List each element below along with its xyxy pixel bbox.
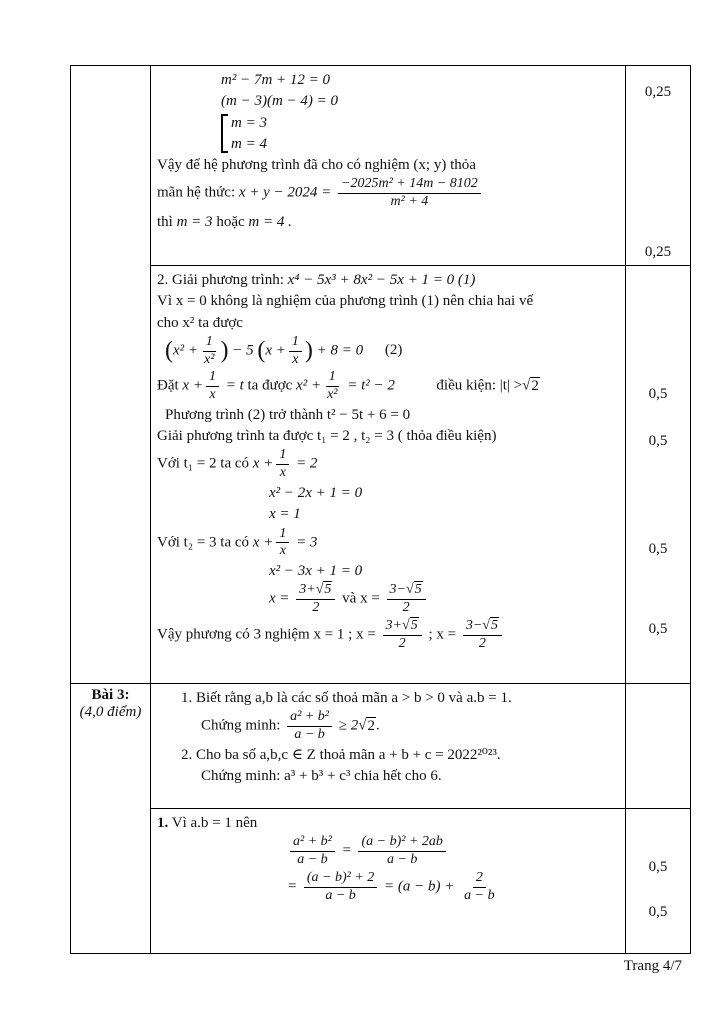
fraction bbox=[206, 369, 219, 404]
radical-sign: √ bbox=[315, 582, 324, 598]
fraction-numerator: a² + b² bbox=[287, 709, 332, 727]
fraction-numerator: 1 bbox=[206, 369, 219, 387]
math-segment: = bbox=[341, 842, 352, 859]
fraction-numerator: (a − b)² + 2 bbox=[304, 870, 377, 888]
problem-label-cell bbox=[71, 684, 151, 954]
fraction bbox=[296, 582, 335, 617]
math-segment: = (a − b) + bbox=[384, 878, 455, 895]
problem-statement-cell bbox=[151, 684, 626, 809]
radical-sign: √ bbox=[482, 617, 490, 633]
math-segment: x + bbox=[252, 534, 274, 551]
text-line: Chứng minh: a³ + b³ + c³ chia hết cho 6. bbox=[201, 768, 442, 785]
math-segment: = 2 bbox=[296, 456, 318, 473]
fraction-denominator: x bbox=[292, 351, 299, 367]
radicand: 5 bbox=[414, 582, 422, 598]
fraction-denominator: a − b bbox=[297, 852, 328, 868]
numerator-prefix: 3+ bbox=[385, 617, 402, 633]
text-segment: Vì a.b = 1 nên bbox=[171, 815, 258, 831]
points-value: 0,5 bbox=[648, 433, 668, 449]
equation-line: x = 1 bbox=[269, 506, 301, 523]
fraction-numerator: a² + b² bbox=[290, 834, 335, 852]
math-segment: x = bbox=[269, 591, 290, 608]
math-segment: + 8 = 0 bbox=[316, 342, 364, 359]
fraction bbox=[324, 369, 340, 404]
math-segment: x² + bbox=[296, 378, 322, 395]
text-line: Vì x = 0 không là nghiệm của phương trình (1) nên chia hai vế bbox=[157, 293, 534, 310]
text-segment: điều kiện: |t| > bbox=[436, 378, 523, 395]
math-segment: = t bbox=[225, 378, 244, 395]
table-row bbox=[71, 684, 691, 809]
math-segment: x⁴ − 5x³ + 8x² − 5x + 1 = 0 (1) bbox=[287, 272, 476, 288]
radicand: 5 bbox=[324, 582, 332, 598]
text-line: Vậy để hệ phương trình đã cho có nghiệm (x; y) thỏa bbox=[157, 157, 476, 173]
points-value: 0,5 bbox=[648, 621, 668, 637]
numerator-prefix: 3− bbox=[389, 582, 406, 598]
fraction bbox=[289, 334, 302, 369]
text-segment: Với t₂ = 3 ta có bbox=[157, 534, 250, 551]
fraction-numerator bbox=[387, 582, 426, 600]
equation-line bbox=[269, 582, 619, 617]
equation-line bbox=[201, 709, 619, 744]
numerator-prefix: 3− bbox=[465, 617, 483, 633]
equation-line bbox=[157, 526, 619, 561]
equation-line bbox=[157, 447, 619, 482]
math-segment: = t² − 2 bbox=[347, 378, 395, 395]
math-segment: = 3 bbox=[296, 534, 318, 551]
math-segment: m = 4 . bbox=[248, 213, 292, 230]
fraction bbox=[387, 582, 426, 617]
equation-line: x² − 3x + 1 = 0 bbox=[269, 563, 363, 580]
math-segment: m = 3 bbox=[176, 213, 213, 230]
right-paren: ) bbox=[304, 337, 313, 364]
radicand: 2 bbox=[531, 378, 539, 395]
equation-line bbox=[165, 334, 619, 369]
table-row bbox=[71, 266, 691, 684]
solution-cell-problem-continued bbox=[151, 66, 626, 266]
points-cell bbox=[626, 66, 691, 266]
math-segment: ≥ 2 bbox=[338, 717, 359, 734]
text-line bbox=[157, 212, 619, 232]
points-value: 0,25 bbox=[644, 244, 672, 260]
text-segment: . bbox=[375, 717, 380, 734]
radical-sign: √ bbox=[402, 617, 410, 633]
sqrt-expression bbox=[482, 617, 499, 633]
text-segment: hoặc bbox=[216, 213, 245, 230]
text-segment: Vậy phương có 3 nghiệm x = 1 ; x = bbox=[157, 626, 376, 643]
table-row bbox=[71, 66, 691, 266]
fraction bbox=[304, 870, 377, 905]
fraction-numerator: 1 bbox=[276, 526, 289, 544]
points-value: 0,5 bbox=[648, 859, 668, 875]
fraction bbox=[201, 334, 217, 369]
math-segment: x + bbox=[265, 342, 286, 359]
text-line bbox=[157, 813, 619, 833]
solution-cell-bai3 bbox=[151, 809, 626, 954]
problem-points-label: (4,0 điểm) bbox=[79, 704, 142, 720]
cases-line bbox=[221, 113, 619, 155]
answer-key-table bbox=[70, 65, 691, 954]
points-value: 0,5 bbox=[648, 386, 668, 402]
text-line: Giải phương trình ta được t₁ = 2 , t₂ = 3 ( thỏa điều kiện) bbox=[157, 428, 497, 445]
fraction-denominator: x bbox=[209, 387, 216, 403]
equation-tag: (2) bbox=[384, 342, 403, 359]
equation-line bbox=[287, 834, 619, 869]
fraction-denominator: x bbox=[279, 465, 286, 481]
fraction-denominator: x² bbox=[327, 387, 338, 403]
solution-cell-problem2 bbox=[151, 266, 626, 684]
fraction bbox=[276, 447, 289, 482]
page-number: Trang 4/7 bbox=[623, 958, 682, 974]
label-cell-empty bbox=[71, 66, 151, 684]
left-paren: ( bbox=[257, 337, 266, 364]
fraction-numerator bbox=[463, 618, 502, 636]
cases-bracket bbox=[221, 113, 267, 155]
radical-sign: √ bbox=[406, 582, 414, 598]
equation-line bbox=[287, 870, 619, 905]
fraction-denominator: x bbox=[279, 543, 286, 559]
sqrt-expression bbox=[522, 377, 540, 394]
points-cell bbox=[626, 684, 691, 809]
fraction-denominator: a − b bbox=[464, 887, 495, 903]
text-segment: Chứng minh: bbox=[201, 717, 281, 734]
fraction-denominator: 2 bbox=[398, 635, 406, 651]
fraction-numerator: 1 bbox=[289, 334, 302, 352]
sqrt-expression bbox=[402, 617, 419, 633]
fraction-numerator: 2 bbox=[473, 870, 486, 888]
case-value: m = 3 bbox=[231, 114, 267, 131]
text-segment: mãn hệ thức: bbox=[157, 184, 236, 201]
fraction-denominator: a − b bbox=[386, 852, 418, 868]
math-segment: x² + bbox=[173, 342, 199, 359]
fraction-numerator: 1 bbox=[203, 334, 216, 352]
equation-line: (m − 3)(m − 4) = 0 bbox=[221, 93, 339, 110]
sqrt-expression bbox=[316, 581, 333, 597]
sqrt-expression bbox=[406, 581, 423, 597]
right-paren: ) bbox=[220, 337, 229, 364]
equation-line bbox=[157, 176, 619, 211]
radical-sign: √ bbox=[358, 717, 367, 734]
text-line: 1. Biết rằng a,b là các số thoả mãn a > b > 0 và a.b = 1. bbox=[181, 690, 512, 706]
text-line: Phương trình (2) trở thành t² − 5t + 6 = 0 bbox=[165, 406, 411, 423]
text-segment: ta được bbox=[247, 378, 293, 395]
sqrt-expression bbox=[358, 717, 376, 734]
problem-number: Bài 3: bbox=[91, 687, 130, 703]
math-segment: = bbox=[287, 878, 298, 895]
fraction-denominator: x² bbox=[204, 351, 215, 367]
math-segment: x + bbox=[182, 378, 203, 395]
equation-line: x² − 2x + 1 = 0 bbox=[269, 485, 363, 502]
fraction bbox=[463, 618, 502, 653]
fraction-denominator: 2 bbox=[478, 635, 486, 651]
fraction bbox=[290, 834, 335, 869]
numerator-prefix: 3+ bbox=[299, 582, 316, 598]
points-value: 0,5 bbox=[648, 904, 668, 920]
fraction-numerator bbox=[383, 618, 422, 636]
radical-sign: √ bbox=[522, 378, 531, 395]
step-number: 1. bbox=[157, 815, 169, 831]
fraction-denominator: a − b bbox=[294, 727, 325, 743]
math-segment: x + y − 2024 = bbox=[238, 184, 332, 201]
fraction bbox=[461, 870, 497, 905]
equation-line: m² − 7m + 12 = 0 bbox=[221, 72, 331, 88]
fraction-denominator: 2 bbox=[312, 600, 320, 616]
fraction bbox=[383, 618, 422, 653]
points-value: 0,5 bbox=[648, 541, 668, 557]
fraction bbox=[276, 526, 289, 561]
text-line: cho x² ta được bbox=[157, 314, 243, 331]
fraction-denominator: m² + 4 bbox=[390, 194, 429, 210]
math-segment: x + bbox=[252, 456, 274, 473]
fraction bbox=[338, 176, 481, 211]
text-line: 2. Cho ba số a,b,c ∈ Z thoả mãn a + b + c = 2022²⁰²³. bbox=[181, 746, 501, 763]
radicand: 5 bbox=[490, 617, 498, 633]
radicand: 5 bbox=[410, 617, 418, 633]
points-cell bbox=[626, 809, 691, 954]
fraction-numerator bbox=[296, 582, 335, 600]
fraction-numerator: 1 bbox=[326, 369, 339, 387]
table-row bbox=[71, 809, 691, 954]
fraction-denominator: 2 bbox=[402, 600, 410, 616]
fraction-numerator: −2025m² + 14m − 8102 bbox=[338, 176, 481, 194]
points-cell bbox=[626, 266, 691, 684]
points-value: 0,25 bbox=[644, 84, 672, 100]
math-segment: − 5 bbox=[232, 342, 254, 359]
text-line bbox=[157, 270, 619, 290]
case-value: m = 4 bbox=[231, 135, 267, 152]
text-segment: và x = bbox=[342, 591, 380, 608]
text-segment: ; x = bbox=[428, 626, 457, 643]
fraction bbox=[287, 709, 332, 744]
text-segment: thì bbox=[157, 213, 173, 230]
radicand: 2 bbox=[367, 717, 375, 734]
text-segment: Đặt bbox=[157, 378, 179, 395]
fraction bbox=[358, 834, 445, 869]
fraction-denominator: a − b bbox=[325, 887, 356, 903]
fraction-numerator: 1 bbox=[276, 447, 289, 465]
fraction-numerator: (a − b)² + 2ab bbox=[358, 834, 445, 852]
equation-line bbox=[157, 369, 619, 404]
text-segment: Với t₁ = 2 ta có bbox=[157, 456, 250, 473]
equation-line bbox=[157, 618, 619, 653]
left-paren: ( bbox=[165, 337, 173, 364]
text-segment: 2. Giải phương trình: bbox=[157, 272, 284, 288]
